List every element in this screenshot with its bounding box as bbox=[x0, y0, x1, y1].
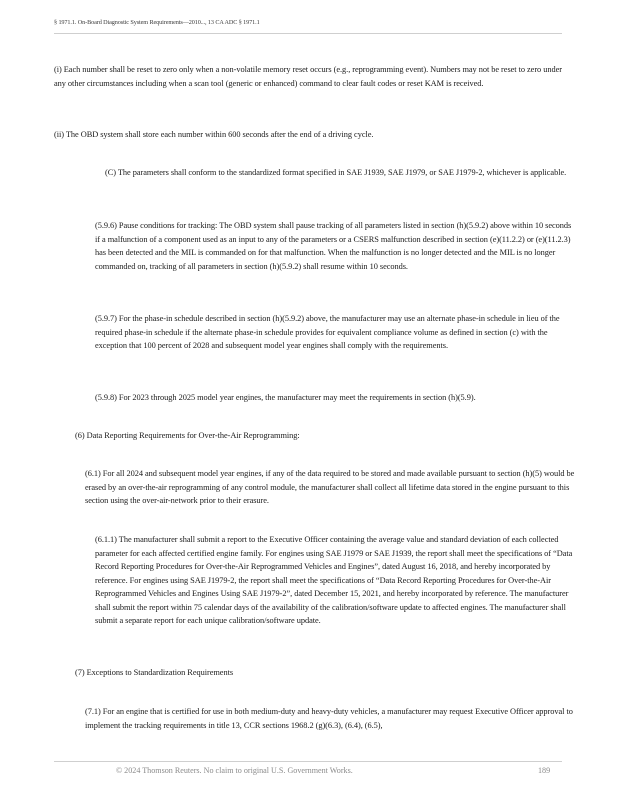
paragraph-c-parameters: (C) The parameters shall conform to the standardized format specified in SAE J1939, SAE J1979, or SAE J1979-2, whichever is applicable. bbox=[105, 168, 567, 177]
paragraph-5-9-7: (5.9.7) For the phase-in schedule described in section (h)(5.9.2) above, the manufacturer may use an alternate phase-in schedule in lieu of the required phase-in schedule if the alternate phase-in schedule provides for equivalent compliance volume as defined in section (c) with the exception that 100 percent of 2028 and subsequent model year engines shall comply with the requirements. bbox=[95, 314, 560, 350]
paragraph-6-1: (6.1) For all 2024 and subsequent model year engines, if any of the data required to be stored and made available pursuant to section (h)(5) would be erased by an over-the-air reprogramming of any control module, the manufacturer shall collect all lifetime data stored in the engine pursuant to this section using the over-air-network prior to their erasure. bbox=[85, 469, 575, 505]
paragraph-5-9-6: (5.9.6) Pause conditions for tracking: The OBD system shall pause tracking of all parameters listed in section (h)(5.9.2) above within 10 seconds if a malfunction of a component used as an input to any of the parameters or a CSERS malfunction described in section (e)(11.2.2) or (e)(11.2.3) has been detected and the MIL is commanded on for that malfunction. When the malfunction is no longer detected and the MIL is no longer commanded on, tracking of all parameters in section (h)(5.9.2) shall resume within 10 seconds. bbox=[95, 221, 572, 271]
paragraph-6-1-1: (6.1.1) The manufacturer shall submit a report to the Executive Officer containing the average value and standard deviation of each collected parameter for each affected certified engine family. For engines using SAE J1979 or SAE J1939, the report shall meet the specifications of “Data Record Reporting Procedures for Over-the-Air Reprogrammed Vehicles and Engines”, dated August 16, 2018, and hereby incorporated by reference. For engines using SAE J1979-2, the report shall meet the specifications of “Data Record Reporting Procedures for Over-the-Air Reprogrammed Vehicles and Engines Using SAE J1979-2”, dated December 15, 2021, and hereby incorporated by reference. The manufacturer shall submit the report within 75 calendar days of the availability of the calibration/software update to affected engines. The manufacturer shall submit a separate report for each unique calibration/software update. bbox=[95, 535, 573, 625]
paragraph-i-reset: (i) Each number shall be reset to zero only when a non-volatile memory reset occurs (e.g., reprogramming event). Numbers may not be reset to zero under any other circumstances including when a scan tool (generic or enhanced) command to clear fault codes or reset KAM is received. bbox=[54, 65, 562, 88]
page-number: 189 bbox=[538, 766, 551, 775]
paragraph-5-9-8: (5.9.8) For 2023 through 2025 model year engines, the manufacturer may meet the requirements in section (h)(5.9). bbox=[95, 393, 476, 402]
paragraph-7-1: (7.1) For an engine that is certified for use in both medium-duty and heavy-duty vehicles, a manufacturer may request Executive Officer approval to implement the tracking requirements in title 13, CCR sections 1968.2 (g)(6.3), (6.4), (6.5), bbox=[85, 707, 573, 730]
paragraph-7-heading: (7) Exceptions to Standardization Requirements bbox=[75, 668, 234, 677]
running-head: § 1971.1. On-Board Diagnostic System Requirements—2010..., 13 CA ADC § 1971.1 bbox=[54, 19, 260, 26]
paragraph-ii-store: (ii) The OBD system shall store each number within 600 seconds after the end of a driving cycle. bbox=[54, 130, 374, 139]
paragraph-6-heading: (6) Data Reporting Requirements for Over-the-Air Reprogramming: bbox=[75, 431, 300, 440]
header-divider bbox=[54, 33, 562, 34]
footer-divider bbox=[54, 761, 562, 762]
footer-copyright: © 2024 Thomson Reuters. No claim to original U.S. Government Works. bbox=[116, 766, 353, 775]
